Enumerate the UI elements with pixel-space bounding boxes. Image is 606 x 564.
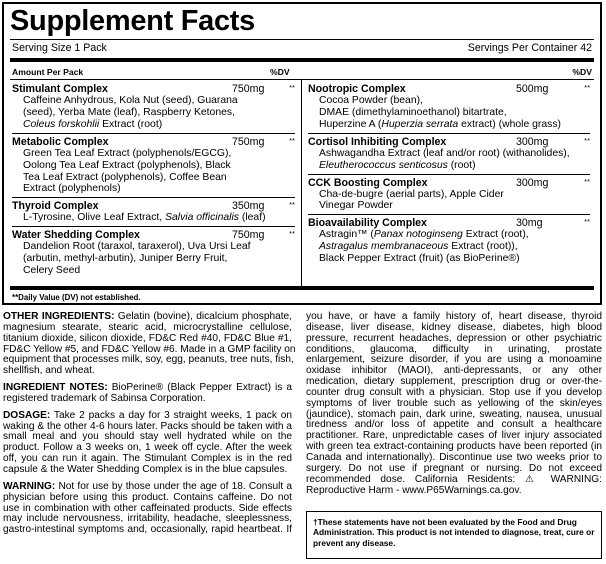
ingredient-row-head: [12, 200, 295, 212]
dosage: [3, 411, 292, 476]
description-line: Eleutherococcus senticosus (root): [319, 159, 476, 171]
text-line: Reproductive Harm - www.P65Warnings.ca.gov.: [306, 484, 522, 496]
thick-divider: [10, 58, 594, 62]
text-line: Canada and internationally). Discontinue use two weeks prior to: [306, 451, 602, 463]
header-dv-right: %DV: [572, 67, 592, 77]
other-ingredients: [3, 311, 296, 377]
text-line: BioPerine® (Black Pepper Extract) is a: [107, 382, 292, 394]
ingredient-name: Stimulant Complex: [12, 83, 108, 95]
description-line: Green Tea Leaf Extract (polyphenols/EGCG),: [23, 147, 232, 159]
text-line: titanium dioxide, silicon dioxide, FD&C Red #40, FD&C Blue #1,: [3, 332, 292, 344]
text-line: conditions, glaucoma, difficulty in urinating, prostate: [306, 343, 602, 355]
text-line: pressure, recurrent headaches, depression or other psychiatric: [306, 332, 602, 344]
description-line: Black Pepper Extract (fruit) (as BioPerine®): [319, 253, 520, 265]
other-ingredients-label: OTHER INGREDIENTS:: [3, 311, 115, 322]
ingredient-description: [12, 148, 295, 196]
ingredient-amount: 300mg: [516, 135, 549, 148]
thick-divider: [10, 286, 594, 290]
text-line: Take 2 packs a day for 3 straight weeks, 1 pack on: [50, 409, 292, 421]
ingredient-row: [308, 174, 590, 215]
ingredient-row-head: [308, 177, 590, 189]
text-line: symptoms of liver trouble such as yellowing of the skin/eyes: [306, 397, 602, 409]
ingredient-amount: 500mg: [516, 83, 549, 95]
description-line: Cocoa Powder (bean),: [319, 95, 423, 106]
ingredient-row: [308, 133, 590, 174]
disclaimer-line: †These statements have not been evaluated by the Food and Drug: [313, 517, 577, 527]
footnote: **Daily Value (DV) not established.: [12, 293, 141, 302]
description-line: Huperzine A (Huperzia serrata extract) (whole grass): [319, 118, 561, 130]
text-line: you have, or have a family history of, heart disease, thyroid: [306, 311, 602, 322]
description-line: DMAE (dimethylaminoethanol) bitartrate,: [319, 106, 507, 118]
description-line: (arbutin, methyl-arbutin), Juniper Berry Fruit,: [23, 253, 228, 265]
description-line: Coleus forskohlii Extract (root): [23, 118, 163, 130]
ingredient-row-head: [12, 136, 295, 148]
ingredient-name: Thyroid Complex: [12, 200, 99, 213]
text-line: disease, liver disease, kidney disease, diabetes, high blood: [306, 321, 602, 333]
text-line: practitioner. Rare, unpredictable cases of liver injury associated: [306, 430, 602, 442]
description-line: Astragalus membranaceous Extract (root)),: [319, 241, 518, 253]
ingredient-name: CCK Boosting Complex: [308, 176, 428, 189]
description-line: Astragin™ (Panax notoginseng Extract (root),: [319, 229, 529, 241]
text-line: physician before using this product. Contains caffeine. Do not: [3, 491, 292, 503]
description-line: Tea Leaf Extract (polyphenols), Coffee Bean: [23, 171, 227, 183]
text-line: enlargement, seizure disorder, if you are using a monoamine: [306, 354, 602, 366]
ingredient-row-head: [308, 83, 590, 95]
disclaimer-line: prevent any disease.: [313, 537, 396, 548]
left-ingredient-column: [12, 81, 295, 279]
ingredient-row: [12, 81, 295, 133]
ingredient-row: [12, 197, 295, 226]
ingredient-amount: 350mg: [232, 200, 265, 213]
ingredient-name: Cortisol Inhibiting Complex: [308, 135, 447, 148]
ingredient-row-head: [308, 136, 590, 148]
text-line: tiredness and/or loss of appetite and consult a healthcare: [306, 419, 602, 431]
text-line: registered trademark of Sabinsa Corporation.: [3, 392, 206, 404]
ingredient-dv: **: [584, 135, 590, 145]
text-line: counter drug consult with a physician. Stop use if you develop: [306, 386, 602, 398]
description-line: Vinegar Powder: [319, 200, 393, 212]
column-divider: [301, 80, 302, 287]
text-line: use in combination with other caffeinated products. Side effects: [3, 502, 292, 514]
header-amount: Amount Per Pack: [12, 67, 84, 77]
ingredient-amount: 750mg: [232, 83, 265, 95]
ingredient-row-head: [12, 229, 295, 241]
text-line: shellfish, and wheat.: [3, 365, 95, 377]
header-dv-left: %DV: [270, 67, 290, 77]
label-text-left-column: [3, 311, 296, 542]
ingredient-dv: **: [289, 200, 295, 210]
description-line: (seed), Yerba Mate (leaf), Raspberry Ketones,: [23, 106, 235, 118]
ingredient-dv: **: [584, 176, 590, 186]
dosage-label: DOSAGE:: [3, 409, 51, 421]
ingredient-description: [12, 241, 295, 277]
ingredient-notes: [3, 383, 292, 405]
text-line: small meal and you should stay well hydrated while on the: [3, 431, 292, 443]
description-line: L-Tyrosine, Olive Leaf Extract, Salvia officinalis (leaf): [23, 212, 266, 224]
text-line: (jaundice), stomach pain, dark urine, sweating, nausea, unusual: [306, 408, 602, 420]
ingredient-description: [308, 148, 590, 172]
ingredient-name: Metabolic Complex: [12, 135, 109, 148]
ingredient-name: Bioavailability Complex: [308, 217, 427, 230]
text-line: Gelatin (bovine), dicalcium phosphate,: [114, 311, 292, 322]
description-line: Extract (polyphenols): [23, 183, 121, 195]
description-line: Ashwagandha Extract (leaf and/or root) (withanolides),: [319, 147, 570, 159]
description-line: Oolong Tea Leaf Extract (polyphenols), Black: [23, 159, 231, 171]
ingredient-dv: **: [289, 135, 295, 145]
ingredient-amount: 750mg: [232, 229, 265, 242]
text-line: magnesium stearate, stearic acid, microcrystalline cellulose,: [3, 321, 292, 333]
description-line: Dandelion Root (taraxol, taraxerol), Uva Ursi Leaf: [23, 241, 251, 253]
ingredient-name: Nootropic Complex: [308, 83, 406, 95]
ingredient-dv: **: [289, 83, 295, 92]
disclaimer-line: Administration. This product is not intended to diagnose, treat, cure or: [313, 527, 595, 538]
ingredient-row-head: [12, 83, 295, 95]
ingredient-description: [308, 189, 590, 213]
text-line: gastro-intestinal symptoms and, occasionally, rapid heartbeat. If: [3, 524, 292, 536]
ingredient-row: [308, 214, 590, 267]
ingredient-row: [12, 226, 295, 279]
warning: [3, 482, 292, 536]
ingredient-name: Water Shedding Complex: [12, 229, 140, 242]
fda-disclaimer: [306, 511, 602, 559]
text-line: may include nervousness, irritability, headache, sleeplessness,: [3, 513, 292, 525]
description-line: Celery Seed: [23, 265, 81, 277]
ingredient-dv: **: [289, 229, 295, 239]
divider: [10, 39, 594, 40]
ingredient-description: [12, 212, 295, 224]
description-line: Cha-de-bugre (aerial parts), Apple Cider: [319, 188, 504, 200]
text-line: with green tea extract-containing products have been reported (in: [306, 441, 602, 453]
ingredient-dv: **: [584, 217, 590, 227]
divider: [10, 79, 594, 80]
ingredient-description: [12, 95, 295, 131]
ingredient-row: [12, 133, 295, 198]
ingredient-description: [308, 95, 590, 131]
servings-per-container: Servings Per Container 42: [467, 42, 592, 54]
ingredient-amount: 750mg: [232, 135, 265, 148]
text-line: capsule & the Water Shedding Complex is in the blue capsules.: [3, 463, 288, 475]
text-line: surgery. Do not use if pregnant or nursing. Do not exceed: [306, 462, 602, 474]
ingredient-row: [308, 81, 590, 133]
text-line: equipment that processes milk, soy, egg, peanuts, tree nuts, fish,: [3, 354, 294, 366]
text-line: Not for use by those under the age of 18. Consult a: [55, 480, 292, 492]
text-line: oxidase inhibitor (MAOI), anti-depressants, or any other: [306, 365, 602, 377]
supplement-facts-panel: [2, 2, 602, 305]
description-line: Caffeine Anhydrous, Kola Nut (seed), Guarana: [23, 95, 238, 106]
serving-size: Serving Size 1 Pack: [12, 42, 107, 54]
label-text-right-column: [306, 312, 602, 502]
text-line: off, you can run it again. The Stimulant Complex is in the red: [3, 453, 292, 465]
right-ingredient-column: [308, 81, 590, 267]
warning-continued: [306, 312, 602, 496]
panel-title: Supplement Facts: [10, 5, 255, 37]
warning-label: WARNING:: [3, 480, 56, 492]
ingredient-amount: 300mg: [516, 176, 549, 189]
ingredient-dv: **: [584, 83, 590, 92]
text-line: product. Follow a 3 weeks on, 1 week off cycle. After the week: [3, 442, 292, 454]
ingredient-notes-label: INGREDIENT NOTES:: [3, 382, 108, 394]
ingredient-row-head: [308, 217, 590, 229]
ingredient-amount: 30mg: [516, 217, 543, 230]
text-line: recommended dose. California Residents: ⚠ WARNING:: [306, 473, 602, 485]
text-line: FD&C Yellow #5, and FD&C Yellow #6. Made in a GMP facility on: [3, 343, 296, 355]
text-line: waking & the other 4-6 hours later. Packs should be taken with a: [3, 420, 292, 432]
text-line: medication, dietary supplement, prescription drug or over-the-: [306, 376, 602, 388]
ingredient-description: [308, 229, 590, 265]
